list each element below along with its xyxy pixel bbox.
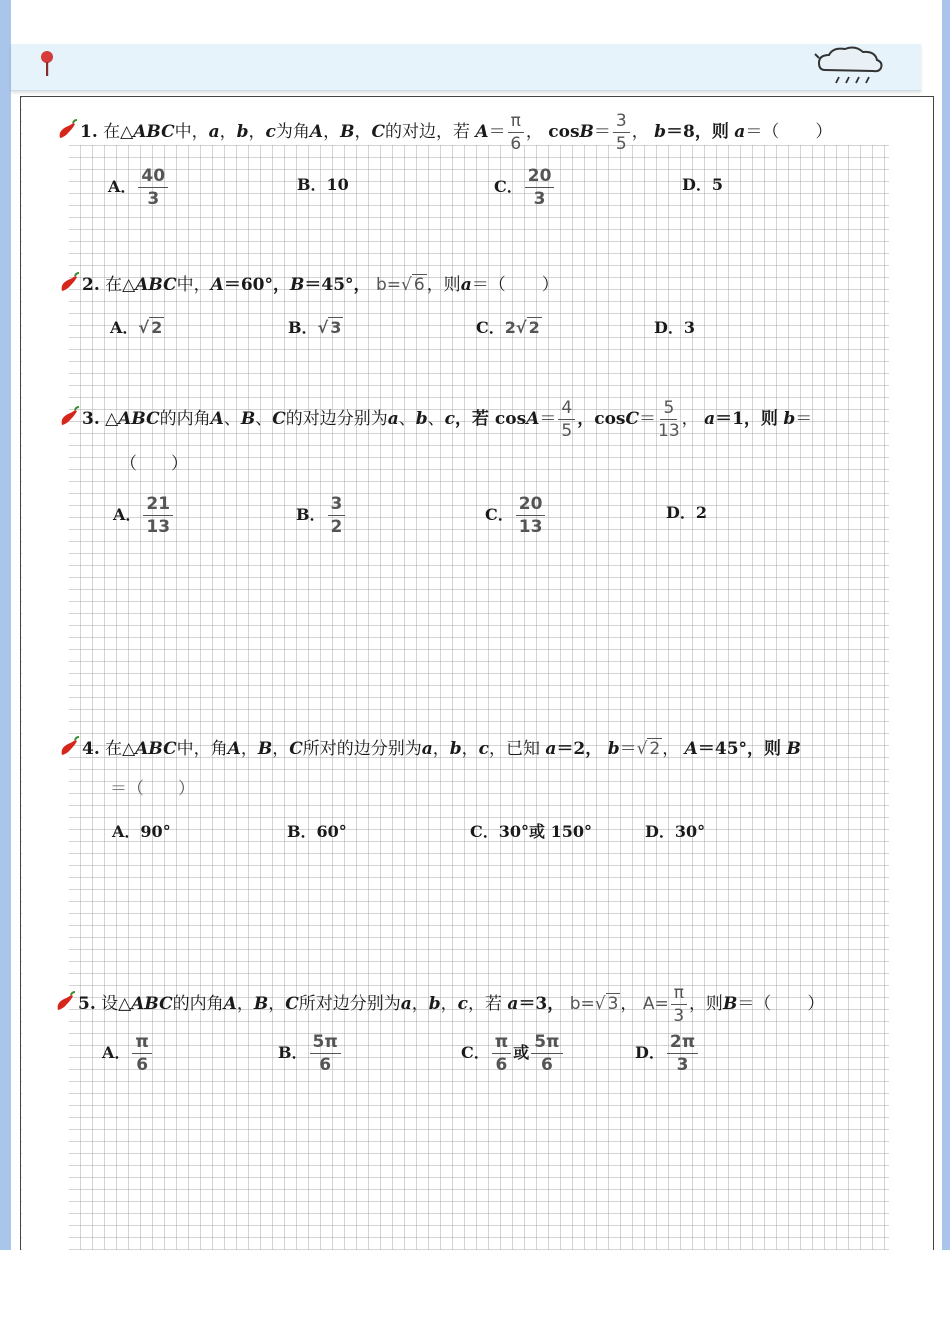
- stem-var: B: [257, 739, 273, 759]
- stem-text: ）: [815, 122, 833, 142]
- stem-var: a: [400, 994, 412, 1014]
- radicand: 2: [151, 318, 163, 337]
- stem-text: △: [105, 409, 119, 429]
- numerator: 2π: [667, 1032, 698, 1054]
- stem-var: a: [460, 275, 472, 295]
- option-label: D．: [682, 175, 712, 194]
- stem-var: a: [507, 994, 519, 1014]
- numerator: 20: [525, 166, 555, 188]
- denominator: 13: [518, 517, 543, 537]
- stem-var: ABC: [133, 122, 175, 142]
- stem-text: 的对边，若: [385, 122, 471, 142]
- option-c[interactable]: [485, 494, 547, 537]
- stem-text: ，则: [426, 275, 461, 295]
- option-value: 30°: [674, 822, 706, 841]
- stem-var: b: [654, 122, 667, 142]
- stem-var: a: [545, 739, 557, 759]
- stem-var: a: [421, 739, 433, 759]
- sqrt: √ 3: [594, 994, 619, 1014]
- chili-pepper-icon: [58, 406, 80, 428]
- option-d[interactable]: [682, 173, 723, 197]
- stem-text: 在△: [105, 275, 136, 295]
- option-value: 3: [683, 318, 696, 337]
- chili-pepper-icon: [54, 991, 76, 1013]
- stem-text: ，: [411, 994, 429, 1014]
- fraction: [310, 1032, 341, 1075]
- stem-text: ，: [240, 739, 258, 759]
- radicand: 6: [413, 275, 425, 295]
- stem-var: B: [722, 994, 738, 1014]
- question-3-paren: [120, 452, 188, 476]
- denominator: 5: [615, 134, 627, 154]
- option-value: 10: [326, 175, 349, 194]
- stem-var: b: [783, 409, 796, 429]
- answer-paren: ＝（ ）: [110, 779, 195, 799]
- stem-text: 的内角: [172, 994, 224, 1014]
- denominator: 2: [330, 517, 343, 537]
- denominator: 13: [146, 517, 171, 537]
- denominator: 3: [676, 1055, 689, 1075]
- option-c[interactable]: [494, 166, 556, 209]
- chili-pepper-icon: [58, 736, 80, 758]
- stem-text: 中，角: [176, 739, 228, 759]
- stem-text: 、: [398, 409, 416, 429]
- option-connector: 或: [513, 1043, 530, 1062]
- stem-text: 、: [427, 409, 445, 429]
- sqrt: √ 6: [401, 275, 425, 295]
- stem-var: b: [428, 994, 441, 1014]
- stem-text: ，: [268, 994, 286, 1014]
- option-label: A．: [112, 822, 141, 841]
- option-a[interactable]: [110, 316, 164, 340]
- numerator: 3: [613, 111, 630, 133]
- stem-text: ，已知: [489, 739, 541, 759]
- stem-text: 为角: [275, 122, 310, 142]
- stem-text: ＝（: [745, 122, 780, 142]
- numerator: 40: [138, 166, 168, 188]
- denominator: 6: [136, 1055, 149, 1075]
- stem-var: B: [290, 275, 305, 295]
- stem-var: c: [478, 739, 490, 759]
- radicand: 2: [649, 739, 661, 759]
- numerator: 5: [660, 398, 677, 420]
- stem-text: ，: [323, 122, 341, 142]
- stem-var: C: [272, 409, 286, 429]
- stem-var: C: [371, 122, 386, 142]
- stem-text: 、: [255, 409, 273, 429]
- stem-var: ABC: [135, 739, 177, 759]
- fraction: [143, 494, 173, 537]
- stem-var: B: [786, 739, 801, 759]
- option-label: B．: [288, 318, 318, 337]
- option-label: D．: [666, 503, 696, 522]
- option-label: D．: [654, 318, 684, 337]
- option-label: B．: [287, 822, 317, 841]
- stem-text: ，: [525, 122, 543, 142]
- question-number: 4.: [82, 739, 100, 759]
- numerator: 20: [516, 494, 546, 516]
- stem-text: 的对边分别为: [285, 409, 388, 429]
- stem-text: ）: [807, 994, 825, 1014]
- fraction: [138, 166, 168, 209]
- bottom-blank-area: [0, 1250, 950, 1341]
- chili-pepper-icon: [56, 119, 78, 141]
- question-2: [58, 272, 559, 297]
- question-1: [56, 111, 832, 154]
- numerator: π: [492, 1032, 511, 1054]
- stem-var: b: [236, 122, 249, 142]
- radicand: 3: [330, 318, 342, 337]
- option-value: 2: [695, 503, 708, 522]
- fraction: [328, 494, 346, 537]
- fraction: [516, 494, 546, 537]
- option-b[interactable]: [296, 494, 347, 537]
- stem-text: ＝: [795, 409, 813, 429]
- option-d[interactable]: [654, 316, 695, 340]
- stem-text: ，则: [688, 994, 723, 1014]
- option-label: C．: [476, 318, 505, 337]
- denominator: 13: [658, 421, 680, 441]
- option-d[interactable]: [645, 820, 705, 844]
- denominator: 6: [319, 1055, 332, 1075]
- option-a[interactable]: [113, 494, 175, 537]
- option-c[interactable]: [476, 316, 542, 340]
- denominator: 5: [561, 421, 573, 441]
- option-label: C．: [485, 505, 514, 524]
- numerator: π: [671, 983, 687, 1005]
- fraction: [671, 983, 687, 1026]
- stem-text: ，: [681, 409, 699, 429]
- stem-text: ＝1，则: [715, 409, 778, 429]
- option-label: B．: [278, 1043, 308, 1062]
- fraction: [492, 1032, 511, 1075]
- stem-text: ，若: [468, 994, 503, 1014]
- sqrt: √ 3: [317, 318, 342, 337]
- stem-text: ，: [440, 994, 458, 1014]
- option-b[interactable]: [287, 820, 347, 844]
- stem-text: 中，: [176, 275, 211, 295]
- stem-text: ，: [620, 994, 638, 1014]
- fraction: [508, 111, 524, 154]
- header-bar: [11, 44, 921, 91]
- option-value: 90°: [140, 822, 171, 841]
- stem-var: A: [210, 275, 224, 295]
- stem-text: 的内角: [159, 409, 211, 429]
- option-d[interactable]: [666, 501, 707, 525]
- numerator: π: [132, 1032, 151, 1054]
- stem-text: 中，: [174, 122, 209, 142]
- stem-var: ABC: [135, 275, 177, 295]
- option-label: A．: [110, 318, 139, 337]
- stem-var: b: [607, 739, 620, 759]
- stem-text: A=: [642, 994, 669, 1014]
- stem-text: 、: [223, 409, 241, 429]
- stem-var: a: [704, 409, 716, 429]
- stem-text: 设△: [101, 994, 132, 1014]
- stem-text: ，: [662, 739, 680, 759]
- stem-text: ，: [248, 122, 266, 142]
- question-3: [58, 398, 812, 441]
- option-b[interactable]: [297, 173, 349, 197]
- stem-var: b: [449, 739, 462, 759]
- fraction: [613, 111, 630, 154]
- left-frame: [0, 0, 11, 1250]
- stem-var: a: [208, 122, 220, 142]
- stem-text: 所对的边分别为: [302, 739, 422, 759]
- stem-text: ＝8，则: [666, 122, 729, 142]
- stem-text: ，: [236, 994, 254, 1014]
- stem-text: ，: [219, 122, 237, 142]
- stem-var: C: [285, 994, 299, 1014]
- stem-var: A: [475, 122, 489, 142]
- denominator: 6: [510, 134, 522, 154]
- stem-var: B: [579, 122, 594, 142]
- question-4-paren: [110, 777, 195, 801]
- option-a[interactable]: [102, 1032, 154, 1075]
- stem-text: ＝45°，则: [697, 739, 782, 759]
- fraction: [531, 1032, 562, 1075]
- stem-var: B: [253, 994, 269, 1014]
- stem-text: ＝: [593, 122, 611, 142]
- stem-text: ＝60°，: [223, 275, 291, 295]
- option-label: A．: [113, 505, 142, 524]
- option-label: B．: [296, 505, 326, 524]
- coefficient: 2: [504, 318, 516, 337]
- fraction: [658, 398, 680, 441]
- option-c[interactable]: [461, 1032, 565, 1075]
- denominator: 3: [147, 189, 160, 209]
- stem-var: c: [457, 994, 469, 1014]
- option-value: 60°: [316, 822, 347, 841]
- option-value: 30°或 150°: [498, 822, 592, 841]
- option-b[interactable]: [288, 316, 343, 340]
- radicand: 2: [528, 318, 540, 337]
- stem-text: ）: [541, 275, 559, 295]
- option-label: C．: [470, 822, 499, 841]
- stem-var: C: [625, 409, 640, 429]
- worksheet-paper: [20, 96, 934, 1251]
- stem-text: ，: [432, 739, 450, 759]
- stem-text: ＝3，: [518, 994, 565, 1014]
- question-number: 1.: [80, 122, 98, 142]
- stem-text: ，: [631, 122, 649, 142]
- stem-text: ＝45°，: [304, 275, 371, 295]
- option-label: B．: [297, 175, 327, 194]
- stem-text: ＝: [539, 409, 557, 429]
- stem-var: C: [289, 739, 303, 759]
- stem-var: a: [387, 409, 399, 429]
- option-label: A．: [102, 1043, 131, 1062]
- numerator: π: [508, 111, 524, 133]
- stem-var: A: [223, 994, 237, 1014]
- stem-text: cos: [548, 122, 580, 142]
- fraction: [558, 398, 575, 441]
- option-d[interactable]: [635, 1032, 700, 1075]
- stem-text: ＝（: [471, 275, 506, 295]
- option-b[interactable]: [278, 1032, 343, 1075]
- question-number: 2.: [82, 275, 100, 295]
- numerator: 5π: [531, 1032, 562, 1054]
- stem-text: 所对边分别为: [298, 994, 401, 1014]
- question-number: 5.: [78, 994, 96, 1014]
- answer-paren: （ ）: [120, 454, 188, 474]
- stem-text: ，若 cos: [455, 409, 527, 429]
- stem-text: ＝: [639, 409, 657, 429]
- stem-var: ABC: [118, 409, 160, 429]
- option-a[interactable]: [112, 820, 171, 844]
- option-label: C．: [494, 177, 523, 196]
- stem-var: ABC: [131, 994, 173, 1014]
- stem-text: ＝（: [737, 994, 772, 1014]
- stem-text: b=: [569, 994, 595, 1014]
- rain-cloud-icon: [809, 44, 889, 86]
- stem-var: A: [684, 739, 698, 759]
- pushpin-icon: [37, 50, 57, 78]
- stem-text: ，: [354, 122, 372, 142]
- stem-text: b=: [375, 275, 402, 295]
- chili-pepper-icon: [58, 272, 80, 294]
- stem-var: A: [227, 739, 241, 759]
- fraction: [525, 166, 555, 209]
- stem-var: A: [309, 122, 324, 142]
- stem-var: c: [265, 122, 276, 142]
- denominator: 3: [673, 1006, 685, 1026]
- stem-text: ＝: [619, 739, 637, 759]
- denominator: 6: [495, 1055, 508, 1075]
- stem-text: ＝: [488, 122, 506, 142]
- sqrt: √ 2: [636, 739, 661, 759]
- numerator: 5π: [310, 1032, 341, 1054]
- question-number: 3.: [82, 409, 100, 429]
- option-c[interactable]: [470, 820, 592, 844]
- stem-var: B: [340, 122, 355, 142]
- stem-var: b: [415, 409, 428, 429]
- stem-text: 在△: [105, 739, 136, 759]
- option-label: C．: [461, 1043, 490, 1062]
- fraction: [132, 1032, 151, 1075]
- stem-var: c: [444, 409, 456, 429]
- sqrt: √ 2: [515, 318, 540, 337]
- option-a[interactable]: [108, 166, 170, 209]
- stem-text: 在△: [103, 122, 134, 142]
- option-value: 5: [711, 175, 724, 194]
- paper-margin-right: [889, 97, 933, 1251]
- denominator: 3: [533, 189, 546, 209]
- stem-text: ，: [272, 739, 290, 759]
- fraction: [667, 1032, 698, 1075]
- stem-var: B: [240, 409, 256, 429]
- question-4: [58, 736, 801, 761]
- question-5: [54, 983, 824, 1026]
- paper-margin-left: [22, 97, 69, 1251]
- stem-text: ，: [461, 739, 479, 759]
- denominator: 6: [540, 1055, 553, 1075]
- option-label: A．: [108, 177, 137, 196]
- numerator: 21: [143, 494, 173, 516]
- option-label: D．: [635, 1043, 665, 1062]
- stem-var: A: [210, 409, 224, 429]
- numerator: 4: [558, 398, 575, 420]
- stem-text: ＝2，: [556, 739, 603, 759]
- stem-text: ，cos: [577, 409, 626, 429]
- numerator: 3: [328, 494, 346, 516]
- option-label: D．: [645, 822, 675, 841]
- stem-var: A: [526, 409, 540, 429]
- radicand: 3: [607, 994, 619, 1014]
- sqrt: √ 2: [138, 318, 163, 337]
- stem-var: a: [734, 122, 746, 142]
- right-frame: [942, 0, 950, 1250]
